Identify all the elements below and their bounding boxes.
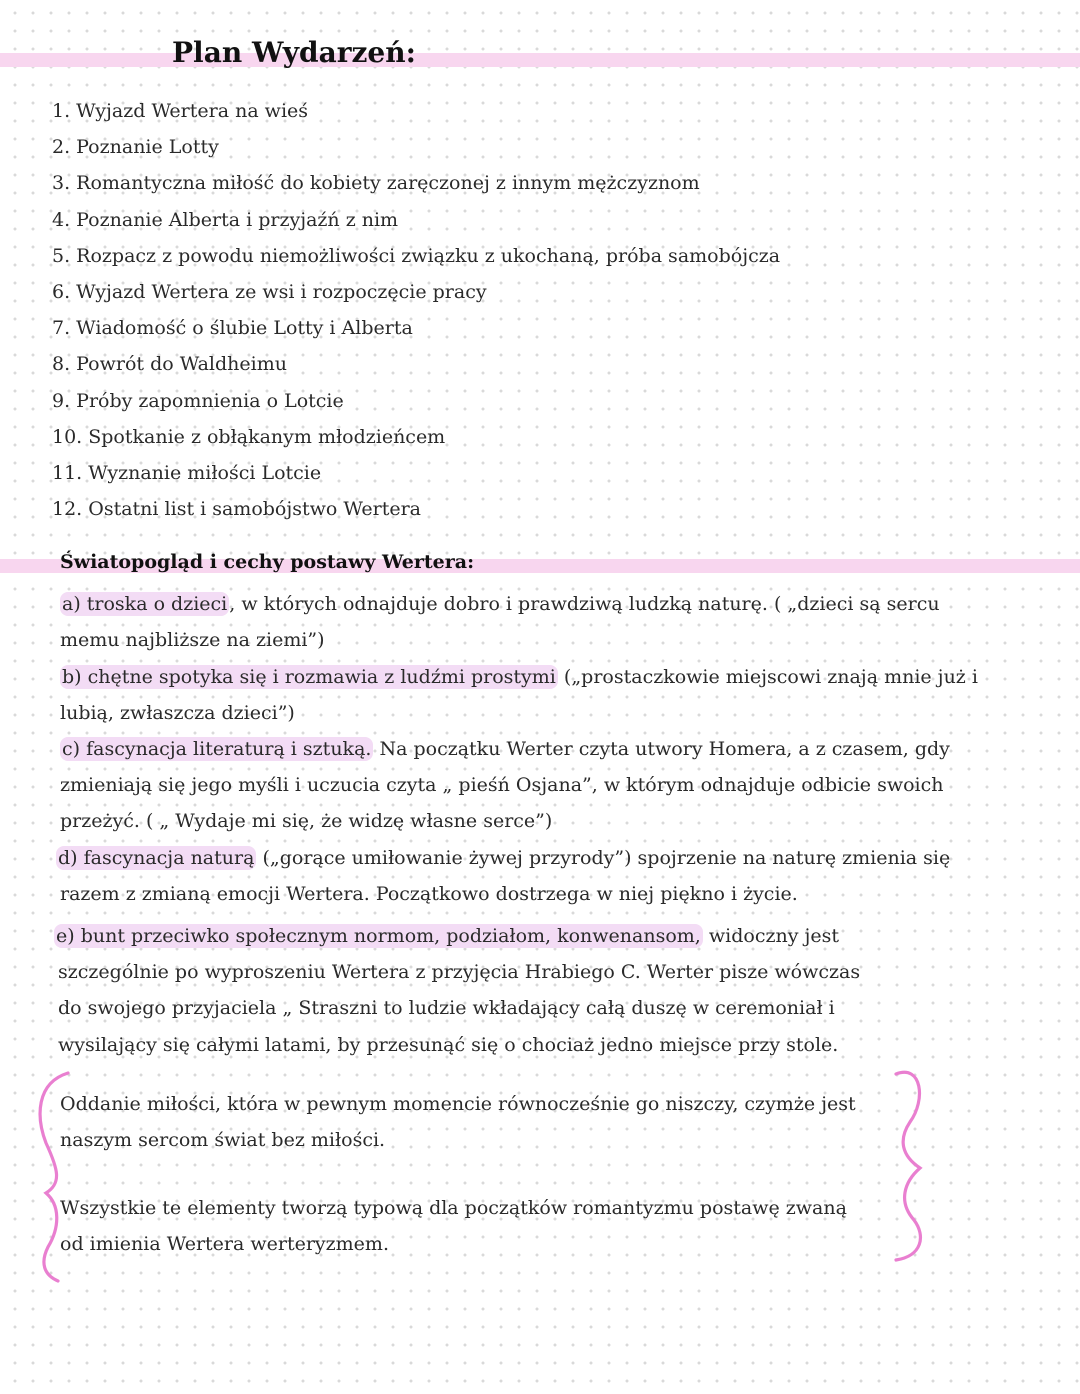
trait-e-text: do swojego przyjaciela „ Straszni to ludzie wkładający całą duszę w ceremoniał i	[58, 997, 835, 1020]
summary-paragraph-2	[60, 1190, 847, 1262]
pink-band-top	[0, 53, 1080, 67]
plan-item: 1. Wyjazd Wertera na wieś	[52, 100, 309, 122]
plan-item: 6. Wyjazd Wertera ze wsi i rozpoczęcie pracy	[52, 280, 487, 303]
plan-item: 9. Próby zapomnienia o Lotcie	[52, 389, 344, 412]
summary-text: od imienia Wertera werteryzmem.	[60, 1233, 389, 1256]
trait-a-text: , w których odnajduje dobro i prawdziwą ludzką naturę. ( „dzieci są sercu	[229, 593, 940, 615]
page-title: Plan Wydarzeń:	[172, 36, 416, 69]
trait-d	[56, 840, 950, 912]
trait-e-text: szczególnie po wyproszeniu Wertera z przyjęcia Hrabiego C. Werter pisze wówczas	[58, 961, 861, 984]
plan-item: 12. Ostatni list i samobójstwo Wertera	[52, 498, 421, 521]
summary-paragraph-1	[60, 1086, 856, 1158]
trait-b-highlight: b) chętne spotyka się i rozmawia z ludźmi prostymi	[62, 666, 556, 688]
trait-e-highlight: e) bunt przeciwko społecznym normom, podziałom, konwenansom,	[56, 925, 701, 947]
worldview-heading: Światopogląd i cechy postawy Wertera:	[60, 551, 475, 573]
trait-c-text: zmieniają się jego myśli i uczucia czyta „ pieśń Osjana”, w którym odnajduje odbicie swoich	[60, 774, 944, 797]
trait-a-text: memu najbliższe na ziemi”)	[60, 629, 325, 652]
trait-e-text: widoczny jest	[702, 925, 840, 947]
trait-b-text: lubią, zwłaszcza dzieci”)	[60, 702, 295, 725]
plan-item: 2. Poznanie Lotty	[52, 136, 219, 159]
trait-d-text: razem z zmianą emocji Wertera. Początkowo dostrzega w niej piękno i życie.	[60, 883, 798, 906]
trait-c-text: Na początku Werter czyta utwory Homera, a z czasem, gdy	[373, 738, 950, 760]
trait-d-text: („gorące umiłowanie żywej przyrody”) spojrzenie na naturę zmienia się	[256, 847, 951, 869]
trait-b	[60, 659, 978, 731]
trait-a	[60, 586, 940, 658]
trait-e-text: wysilający się całymi latami, by przesunąć się o chociaż jedno miejsce przy stole.	[58, 1033, 839, 1056]
trait-d-highlight: d) fascynacja naturą	[58, 847, 255, 869]
plan-item: 4. Poznanie Alberta i przyjaźń z nim	[52, 208, 399, 231]
plan-item: 5. Rozpacz z powodu niemożliwości związku z ukochaną, próba samobójcza	[52, 244, 781, 267]
trait-b-text: („prostaczkowie miejscowi znają mnie już i	[557, 666, 978, 688]
plan-item: 10. Spotkanie z obłąkanym młodzieńcem	[52, 425, 446, 448]
trait-c-text: przeżyć. ( „ Wydaje mi się, że widzę własne serce”)	[60, 810, 553, 833]
summary-text: Oddanie miłości, która w pewnym momencie równocześnie go niszczy, czymże jest	[60, 1093, 856, 1115]
summary-text: Wszystkie te elementy tworzą typową dla początków romantyzmu postawę zwaną	[60, 1197, 847, 1219]
trait-a-highlight: a) troska o dzieci	[62, 593, 228, 615]
trait-e	[54, 918, 860, 1063]
events-plan-list	[52, 93, 780, 527]
plan-item: 11. Wyznanie miłości Lotcie	[52, 461, 322, 484]
summary-text: naszym sercom świat bez miłości.	[60, 1129, 386, 1152]
trait-c-highlight: c) fascynacja literaturą i sztuką.	[62, 738, 372, 760]
right-curly-brace-icon	[884, 1060, 944, 1270]
plan-item: 8. Powrót do Waldheimu	[52, 353, 287, 376]
plan-item: 7. Wiadomość o ślubie Lotty i Alberta	[52, 317, 413, 340]
trait-c	[60, 731, 950, 840]
plan-item: 3. Romantyczna miłość do kobiety zaręczonej z innym mężczyznom	[52, 172, 700, 195]
